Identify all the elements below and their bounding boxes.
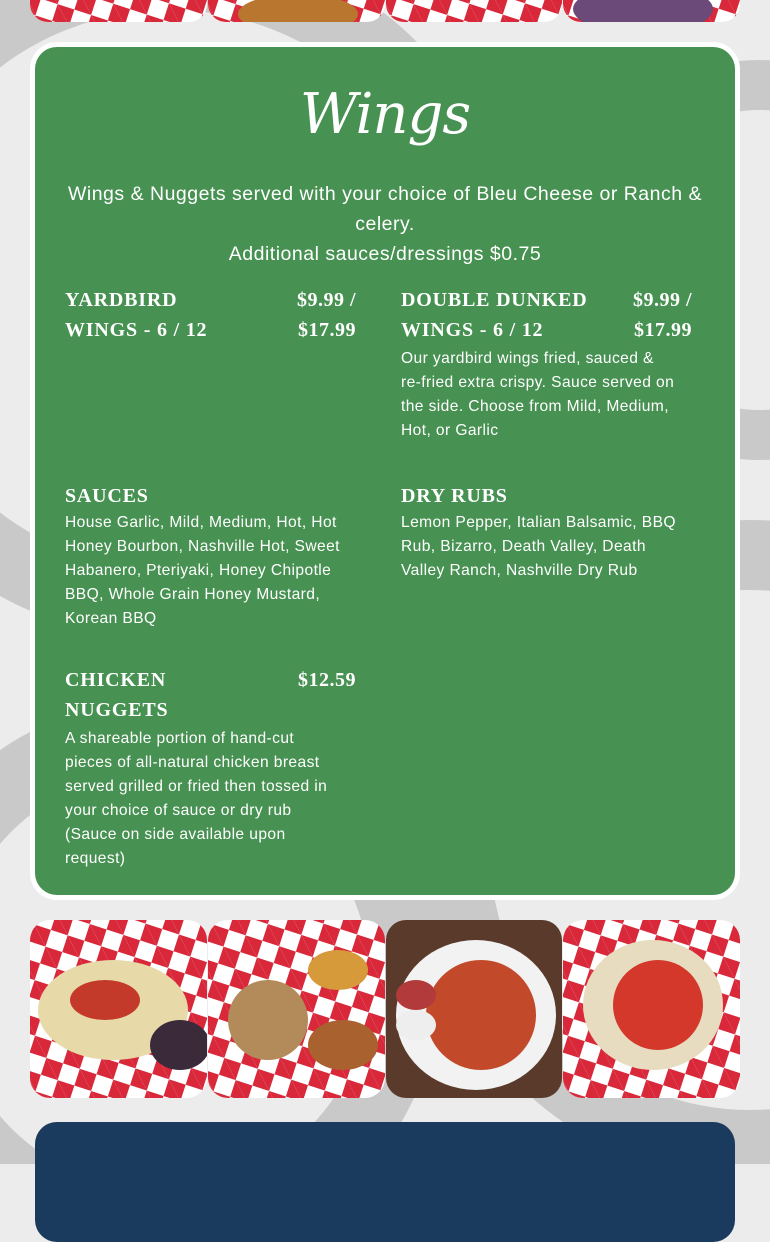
item-description: Our yardbird wings fried, sauced & re-fried extra crispy. Sauce served on the side. Choose from Mild, Medium, Hot, or Garlic: [401, 350, 675, 439]
item-price: $12.59: [298, 669, 356, 691]
food-photo: [386, 0, 563, 22]
intro-line: Wings & Nuggets served with your choice of Bleu Cheese or Ranch & celery.: [67, 183, 703, 235]
item-name: CHICKEN NUGGETS: [65, 669, 169, 721]
menu-item-chicken-nuggets: [65, 665, 356, 871]
item-description: Lemon Pepper, Italian Balsamic, BBQ Rub, Bizarro, Death Valley, Death Valley Ranch, Nashville Dry Rub: [401, 514, 676, 579]
food-photo: [30, 920, 207, 1098]
item-name: SAUCES: [65, 485, 149, 507]
food-photo: [386, 920, 563, 1098]
intro-line: Additional sauces/dressings $0.75: [228, 243, 542, 265]
item-description: House Garlic, Mild, Medium, Hot, Hot Honey Bourbon, Nashville Hot, Sweet Habanero, Pteriyaki, Honey Chipotle BBQ, Whole Grain Honey Mustard, Korean BBQ: [65, 514, 340, 627]
food-photo: [208, 0, 385, 22]
photo-strip-bottom: [30, 920, 740, 1098]
next-menu-card: [35, 1122, 735, 1242]
item-name: DOUBLE DUNKED WINGS - 6 / 12: [401, 289, 588, 341]
photo-strip-top: [30, 0, 740, 22]
section-title: Wings: [299, 82, 471, 147]
menu-item-yardbird-wings: [65, 285, 356, 345]
section-intro: [55, 179, 715, 269]
menu-item-dry-rubs: [401, 481, 692, 583]
food-photo: [563, 0, 740, 22]
food-photo: [208, 920, 385, 1098]
item-name: DRY RUBS: [401, 485, 508, 507]
item-price: $9.99 / $17.99: [296, 289, 356, 341]
wings-menu-card: [35, 47, 735, 895]
menu-item-sauces: [65, 481, 356, 631]
food-photo: [30, 0, 207, 22]
food-photo: [563, 920, 740, 1098]
item-name: YARDBIRD WINGS - 6 / 12: [65, 289, 208, 341]
item-price: $9.99 / $17.99: [632, 289, 692, 341]
item-description: A shareable portion of hand-cut pieces of all-natural chicken breast served grilled or fried then tossed in your choice of sauce or dry rub (Sauce on side available upon request): [65, 730, 328, 867]
menu-item-double-dunked-wings: [401, 285, 692, 443]
